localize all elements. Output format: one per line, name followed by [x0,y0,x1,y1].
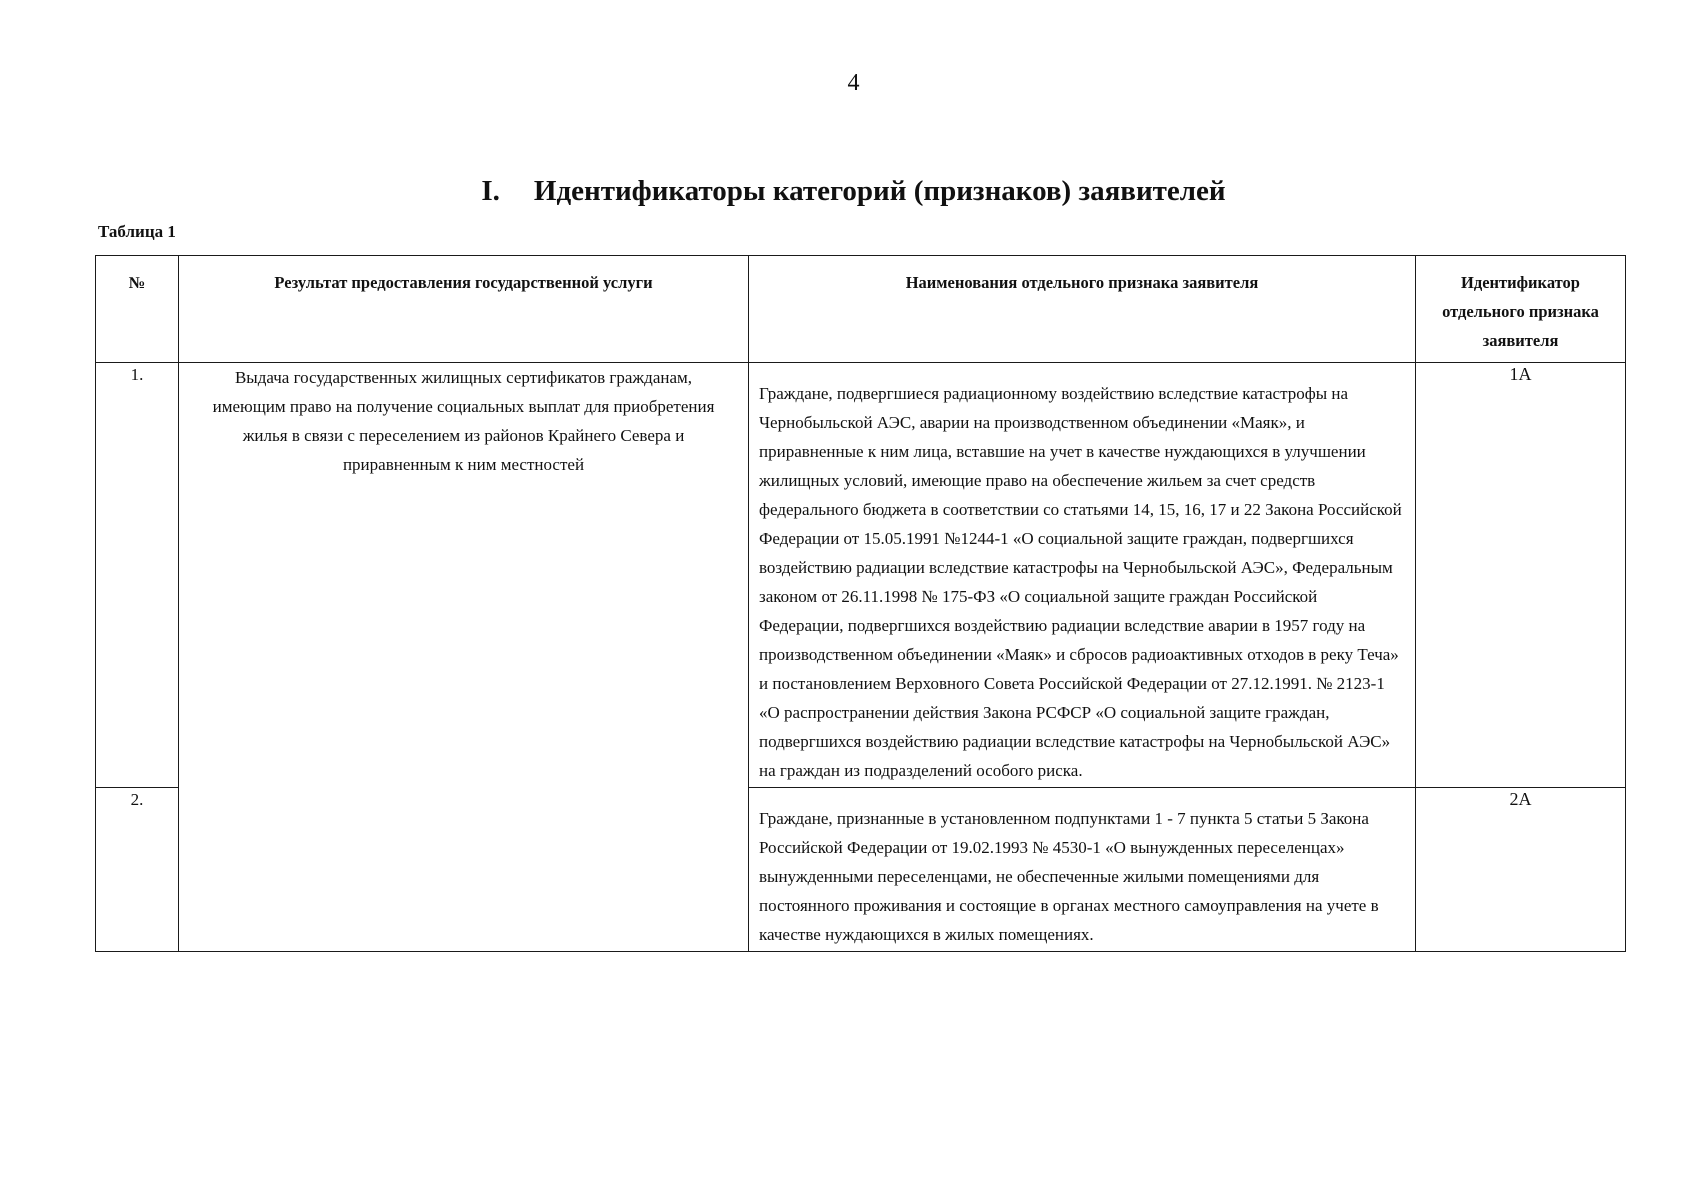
service-result: Выдача государственных жилищных сертификатов гражданам, имеющим право на получение социальных выплат для приобретения жилья в связи с переселением из районов Крайнего Севера и приравненным к ним местностей [179,363,749,952]
table-caption: Таблица 1 [98,222,176,241]
header-row [96,256,1626,363]
table-body [96,363,1626,952]
row-number: 1. [96,363,179,788]
applicant-feature-name: Граждане, признанные в установленном подпунктами 1 - 7 пункта 5 статьи 5 Закона Российской Федерации от 19.02.1993 № 4530-1 «О вынужденных переселенцах» вынужденными переселенцами, не обеспеченные жилыми помещениями для постоянного проживания и состоящие в органах местного самоуправления на учете в качестве нуждающихся в жилых помещениях. [749,788,1416,952]
page-number: 4 [847,70,860,96]
table-row [96,363,1626,788]
header-name: Наименования отдельного признака заявителя [749,256,1416,363]
feature-identifier: 1А [1416,363,1626,788]
feature-identifier: 2А [1416,788,1626,952]
table-header [96,256,1626,363]
applicant-feature-name: Граждане, подвергшиеся радиационному воздействию вследствие катастрофы на Чернобыльской АЭС, аварии на производственном объединении «Маяк», и приравненные к ним лица, вставшие на учет в качестве нуждающихся в улучшении жилищных условий, имеющие право на обеспечение жильем за счет средств федерального бюджета в соответствии со статьями 14, 15, 16, 17 и 22 Закона Российской Федерации от 15.05.1991 №1244-1 «О социальной защите граждан, подвергшихся воздействию радиации вследствие катастрофы на Чернобыльской АЭС», Федеральным законом от 26.11.1998 № 175-ФЗ «О социальной защите граждан Российской Федерации, подвергшихся воздействию радиации вследствие аварии в 1957 году на производственном объединении «Маяк» и сбросов радиоактивных отходов в реку Теча» и постановлением Верховного Совета Российской Федерации от 27.12.1991. № 2123-1 «О распространении действия Закона РСФСР «О социальной защите граждан, подвергшихся воздействию радиации вследствие катастрофы на Чернобыльской АЭС» на граждан из подразделений особого риска. [749,363,1416,788]
section-title [0,175,1707,208]
header-identifier: Идентификатор отдельного признака заявителя [1416,256,1626,363]
header-no: № [96,256,179,363]
header-result: Результат предоставления государственной услуги [179,256,749,363]
applicant-identifiers-table [95,255,1626,952]
section-number: I. [481,175,500,207]
section-title-text: Идентификаторы категорий (признаков) заявителей [533,175,1226,207]
row-number: 2. [96,788,179,952]
